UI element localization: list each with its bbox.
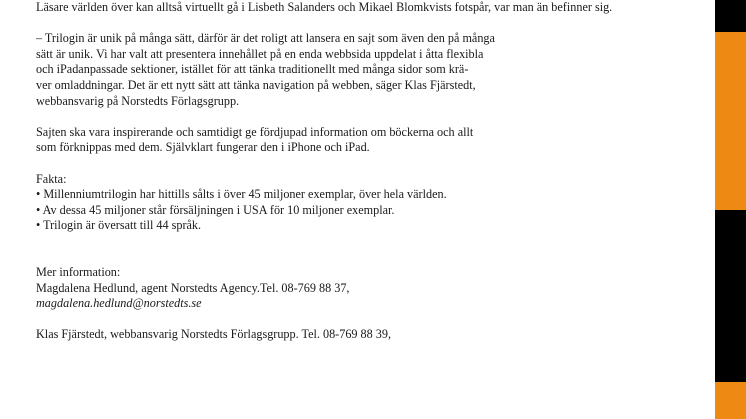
description-line: som förknippas med dem. Självklart fungerar den i iPhone och iPad.: [36, 140, 370, 155]
color-sidebar: [715, 0, 746, 419]
fact-item: • Trilogin är översatt till 44 språk.: [36, 218, 202, 233]
contact-email-link[interactable]: magdalena.hedlund@norstedts.se: [36, 296, 202, 311]
quote-line: webbansvarig på Norstedts Förlagsgrupp.: [36, 93, 240, 108]
contact-person-1: Magdalena Hedlund, agent Norstedts Agency.Tel. 08-769 88 37,: [36, 280, 350, 295]
description-paragraph: [36, 125, 636, 156]
contact-person-2: Klas Fjärstedt, webbansvarig Norstedts Förlagsgrupp. Tel. 08-769 88 39,: [36, 327, 392, 342]
quote-line: – Trilogin är unik på många sätt, därför är det roligt att lansera en sajt som även den på många: [36, 31, 495, 46]
contact-section: [36, 265, 636, 343]
quote-line: och iPadanpassade sektioner, istället för att tänka traditionellt med många sidor som krä-: [36, 62, 469, 77]
sidebar-band: [715, 0, 746, 32]
quote-line: sätt är unik. Vi har valt att presentera innehållet på en enda webbsida uppdelat i åtta flexibla: [36, 46, 484, 61]
facts-heading: Fakta:: [36, 171, 67, 186]
facts-section: [36, 172, 636, 234]
fact-item: • Millenniumtrilogin har hittills sålts i över 45 miljoner exemplar, över hela världen.: [36, 187, 447, 202]
quote-line: ver omladdningar. Det är ett nytt sätt att tänka navigation på webben, säger Klas Fjärstedt,: [36, 77, 476, 92]
sidebar-band: [715, 32, 746, 121]
fact-item: • Av dessa 45 miljoner står försäljningen i USA för 10 miljoner exemplar.: [36, 202, 395, 217]
quote-paragraph: [36, 31, 636, 109]
description-line: Sajten ska vara inspirerande och samtidigt ge fördjupad information om böckerna och allt: [36, 124, 474, 139]
press-release-body: [36, 0, 636, 343]
intro-paragraph: Läsare världen över kan alltså virtuellt gå i Lisbeth Salanders och Mikael Blomkvists fotspår, var man än befinner sig.: [36, 0, 613, 14]
contact-heading: Mer information:: [36, 264, 121, 279]
sidebar-band: [715, 382, 746, 419]
sidebar-band: [715, 121, 746, 210]
sidebar-band: [715, 210, 746, 382]
